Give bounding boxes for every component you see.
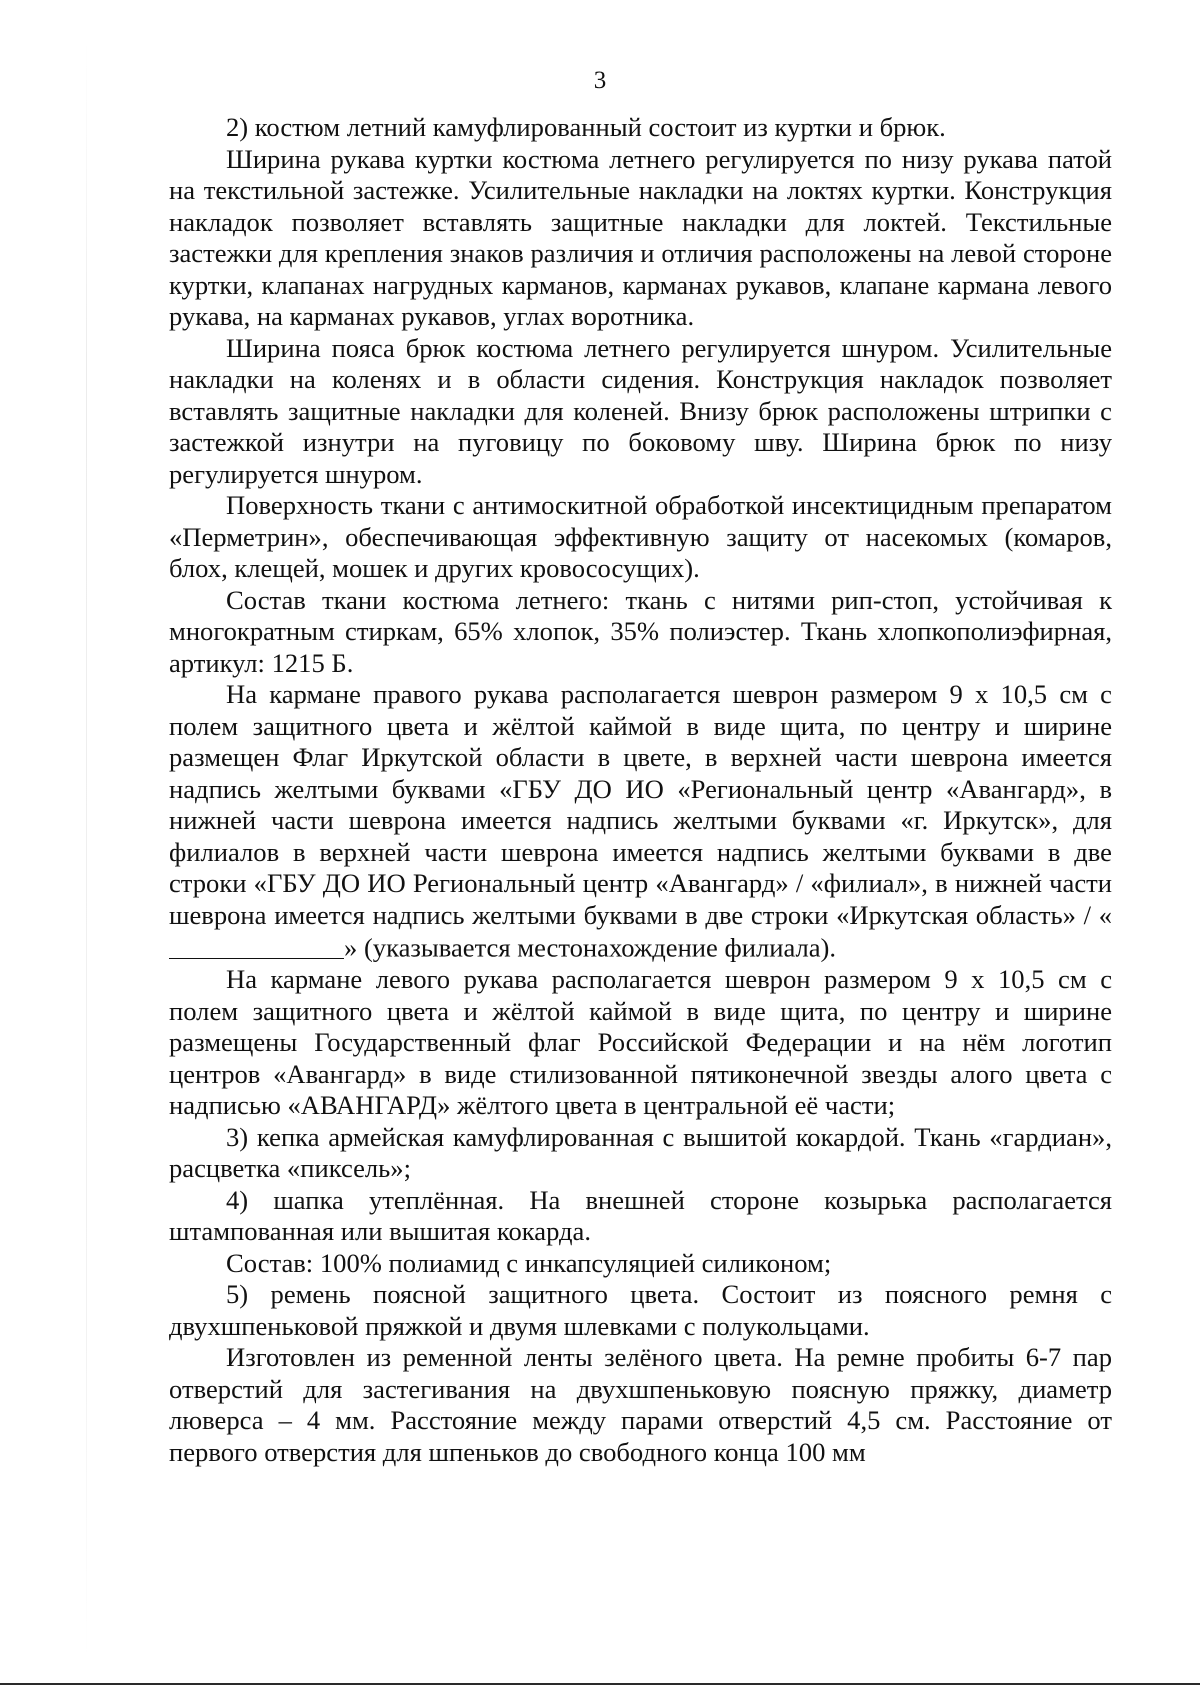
paragraph-winter-hat: 4) шапка утеплённая. На внешней стороне козырька располагается штампованная или вышитая кокарда.: [169, 1184, 1112, 1247]
paragraph-trousers: Ширина пояса брюк костюма летнего регулируется шнуром. Усилительные накладки на коленях и в области сидения. Конструкция накладок позволяет вставлять защитные накладки для коленей. Внизу брюк расположены штрипки с застежкой изнутри на пуговицу по боковому шву. Ширина брюк по низу регулируется шнуром.: [169, 332, 1112, 489]
paragraph-cap: 3) кепка армейская камуфлированная с вышитой кокардой. Ткань «гардиан», расцветка «пиксель»;: [169, 1121, 1112, 1184]
paragraph-belt: 5) ремень поясной защитного цвета. Состоит из поясного ремня с двухшпеньковой пряжкой и двумя шлевками с полукольцами.: [169, 1279, 1112, 1341]
chevron-right-text: На кармане правого рукава располагается шеврон размером 9 х 10,5 см с полем защитного цвета и жёлтой каймой в виде щита, по центру и ширине размещен Флаг Иркутской области в цвете, в верхней части шеврона имеется надпись желтыми буквами «ГБУ ДО ИО «Региональный центр «Авангард», в нижней части шеврона имеется надпись желтыми буквами «г. Иркутск», для филиалов в верхней части шеврона имеется надпись желтыми буквами в две строки «ГБУ ДО ИО Региональный центр «Авангард» / «филиал», в нижней части шеврона имеется надпись желтыми буквами в две строки «Иркутская область» / «: [169, 679, 1112, 930]
scan-edge-bottom: [0, 1683, 1200, 1685]
paragraph-jacket-sleeve: Ширина рукава куртки костюма летнего регулируется по низу рукава патой на текстильной застежке. Усилительные накладки на локтях куртки. Конструкция накладок позволяет вставлять защитные накладки для локтей. Текстильные застежки для крепления знаков различия и отличия расположены на левой стороне куртки, клапанах нагрудных карманов, карманах рукавов, клапане кармана левого рукава, на карманах рукавов, углах воротника.: [169, 143, 1112, 331]
paragraph-belt-details: Изготовлен из ременной ленты зелёного цвета. На ремне пробиты 6-7 пар отверстий для застегивания на двухшпеньковую поясную пряжку, диаметр люверса – 4 мм. Расстояние между парами отверстий 4,5 см. Расстояние от первого отверстия для шпеньков до свободного конца 100 мм: [169, 1342, 1112, 1467]
paragraph-left-sleeve-chevron: На кармане левого рукава располагается шеврон размером 9 х 10,5 см с полем защитного цвета и жёлтой каймой в виде щита, по центру и ширине размещены Государственный флаг Российской Федерации и на нём логотип центров «Авангард» в виде стилизованной пятиконечной звезды алого цвета с надписью «АВАНГАРД» жёлтого цвета в центральной её части;: [169, 964, 1112, 1121]
paragraph-fabric-composition: Состав ткани костюма летнего: ткань с нитями рип-стоп, устойчивая к многократным стиркам, 65% хлопок, 35% полиэстер. Ткань хлопкополиэфирная, артикул: 1215 Б.: [169, 584, 1112, 678]
paragraph-right-sleeve-chevron: [169, 679, 1112, 964]
chevron-right-text-end: » (указывается местонахождение филиала).: [344, 932, 837, 963]
document-body: [169, 112, 1112, 1468]
paragraph-summer-suit: 2) костюм летний камуфлированный состоит из куртки и брюк.: [226, 112, 946, 142]
scan-edge-left: [86, 40, 87, 1660]
paragraph-hat-composition: Состав: 100% полиамид с инкапсуляцией силиконом;: [226, 1247, 832, 1278]
paragraph-fabric-treatment: Поверхность ткани с антимоскитной обработкой инсектицидным препаратом «Перметрин», обеспечивающая эффективную защиту от насекомых (комаров, блох, клещей, мошек и других кровососущих).: [169, 490, 1112, 583]
page-number: 3: [593, 67, 607, 94]
branch-name-blank: [169, 931, 344, 959]
